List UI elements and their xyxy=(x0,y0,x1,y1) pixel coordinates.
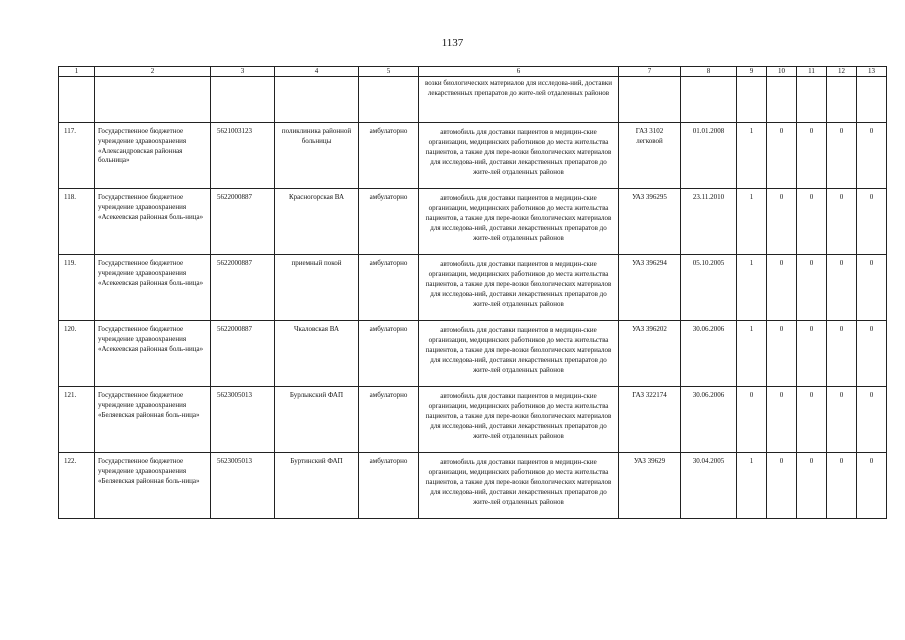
institution-cell: Государственное бюджетное учреждение здравоохранения «Асекеевская районная боль-ница» xyxy=(95,189,211,255)
column-header: 9 xyxy=(737,67,767,77)
row-number: 117. xyxy=(59,123,95,189)
value-cell-10: 0 xyxy=(767,123,797,189)
purpose-cell: автомобиль для доставки пациентов в медицин-ские организации, медицинских работников до места жительства пациентов, а также для пере-возки биологических материалов для исследова-ний, доставки лекарственных препаратов до жите-лей отдаленных районов xyxy=(419,255,619,321)
table-row xyxy=(59,321,887,387)
row-number: 119. xyxy=(59,255,95,321)
value-cell-13: 0 xyxy=(857,453,887,519)
value-cell-13: 0 xyxy=(857,387,887,453)
value-cell-10: 0 xyxy=(767,387,797,453)
column-header: 10 xyxy=(767,67,797,77)
code-cell: 5622000887 xyxy=(211,255,275,321)
vehicle-cell: УАЗ 396202 xyxy=(619,321,681,387)
purpose-cell: автомобиль для доставки пациентов в медицин-ские организации, медицинских работников до места жительства пациентов, а также для пере-возки биологических материалов для исследова-ний, доставки лекарственных препаратов до жите-лей отдаленных районов xyxy=(419,321,619,387)
date-cell: 30.06.2006 xyxy=(681,321,737,387)
value-cell-9: 1 xyxy=(737,453,767,519)
empty-cell xyxy=(737,77,767,123)
row-number: 118. xyxy=(59,189,95,255)
column-header: 13 xyxy=(857,67,887,77)
purpose-cell: возки биологических материалов для исследова-ний, доставки лекарственных препаратов до жите-лей отдаленных районов xyxy=(419,77,619,123)
row-number: 121. xyxy=(59,387,95,453)
care-type-cell: амбулаторно xyxy=(359,123,419,189)
column-header: 7 xyxy=(619,67,681,77)
value-cell-13: 0 xyxy=(857,255,887,321)
empty-cell xyxy=(681,77,737,123)
value-cell-12: 0 xyxy=(827,453,857,519)
table-row xyxy=(59,387,887,453)
division-cell: Чкаловская ВА xyxy=(275,321,359,387)
value-cell-9: 1 xyxy=(737,123,767,189)
page-number: 1137 xyxy=(441,37,464,49)
empty-cell xyxy=(95,77,211,123)
code-cell: 5621003123 xyxy=(211,123,275,189)
vehicle-table xyxy=(58,66,887,519)
value-cell-13: 0 xyxy=(857,123,887,189)
purpose-cell: автомобиль для доставки пациентов в медицин-ские организации, медицинских работников до места жительства пациентов, а также для пере-возки биологических материалов для исследова-ний, доставки лекарственных препаратов до жите-лей отдаленных районов xyxy=(419,189,619,255)
value-cell-12: 0 xyxy=(827,387,857,453)
column-header: 3 xyxy=(211,67,275,77)
division-cell: поликлиника районной больницы xyxy=(275,123,359,189)
empty-cell xyxy=(857,77,887,123)
value-cell-11: 0 xyxy=(797,189,827,255)
code-cell: 5623005013 xyxy=(211,453,275,519)
date-cell: 30.06.2006 xyxy=(681,387,737,453)
column-header: 12 xyxy=(827,67,857,77)
institution-cell: Государственное бюджетное учреждение здравоохранения «Александровская районная больница» xyxy=(95,123,211,189)
table-row xyxy=(59,453,887,519)
value-cell-9: 1 xyxy=(737,321,767,387)
value-cell-13: 0 xyxy=(857,189,887,255)
column-header: 1 xyxy=(59,67,95,77)
row-number: 122. xyxy=(59,453,95,519)
date-cell: 30.04.2005 xyxy=(681,453,737,519)
code-cell: 5622000887 xyxy=(211,321,275,387)
row-number: 120. xyxy=(59,321,95,387)
care-type-cell: амбулаторно xyxy=(359,255,419,321)
empty-cell xyxy=(59,77,95,123)
value-cell-12: 0 xyxy=(827,123,857,189)
value-cell-10: 0 xyxy=(767,453,797,519)
division-cell: Красногорская ВА xyxy=(275,189,359,255)
table-row xyxy=(59,189,887,255)
value-cell-12: 0 xyxy=(827,321,857,387)
purpose-cell: автомобиль для доставки пациентов в медицин-ские организации, медицинских работников до места жительства пациентов, а также для пере-возки биологических материалов для исследова-ний, доставки лекарственных препаратов до жите-лей отдаленных районов xyxy=(419,123,619,189)
empty-cell xyxy=(359,77,419,123)
continuation-row xyxy=(59,77,887,123)
value-cell-9: 0 xyxy=(737,387,767,453)
institution-cell: Государственное бюджетное учреждение здравоохранения «Асекеевская районная боль-ница» xyxy=(95,255,211,321)
purpose-cell: автомобиль для доставки пациентов в медицин-ские организации, медицинских работников до места жительства пациентов, а также для пере-возки биологических материалов для исследова-ний, доставки лекарственных препаратов до жите-лей отдаленных районов xyxy=(419,387,619,453)
value-cell-12: 0 xyxy=(827,189,857,255)
empty-cell xyxy=(797,77,827,123)
column-header: 11 xyxy=(797,67,827,77)
care-type-cell: амбулаторно xyxy=(359,387,419,453)
division-cell: Буртинский ФАП xyxy=(275,453,359,519)
column-number-row xyxy=(59,67,887,77)
institution-cell: Государственное бюджетное учреждение здравоохранения «Асекеевская районная боль-ница» xyxy=(95,321,211,387)
value-cell-11: 0 xyxy=(797,123,827,189)
division-cell: Бурлыкский ФАП xyxy=(275,387,359,453)
code-cell: 5622000887 xyxy=(211,189,275,255)
value-cell-10: 0 xyxy=(767,255,797,321)
empty-cell xyxy=(767,77,797,123)
empty-cell xyxy=(619,77,681,123)
table-row xyxy=(59,255,887,321)
empty-cell xyxy=(827,77,857,123)
care-type-cell: амбулаторно xyxy=(359,453,419,519)
code-cell: 5623005013 xyxy=(211,387,275,453)
date-cell: 23.11.2010 xyxy=(681,189,737,255)
value-cell-11: 0 xyxy=(797,387,827,453)
value-cell-13: 0 xyxy=(857,321,887,387)
value-cell-10: 0 xyxy=(767,189,797,255)
value-cell-11: 0 xyxy=(797,453,827,519)
date-cell: 05.10.2005 xyxy=(681,255,737,321)
value-cell-11: 0 xyxy=(797,321,827,387)
column-header: 5 xyxy=(359,67,419,77)
purpose-cell: автомобиль для доставки пациентов в медицин-ские организации, медицинских работников до места жительства пациентов, а также для пере-возки биологических материалов для исследова-ний, доставки лекарственных препаратов до жите-лей отдаленных районов xyxy=(419,453,619,519)
vehicle-cell: ГАЗ 322174 xyxy=(619,387,681,453)
care-type-cell: амбулаторно xyxy=(359,321,419,387)
value-cell-9: 1 xyxy=(737,189,767,255)
value-cell-12: 0 xyxy=(827,255,857,321)
vehicle-cell: УАЗ 396295 xyxy=(619,189,681,255)
value-cell-9: 1 xyxy=(737,255,767,321)
vehicle-cell: ГАЗ 3102 легковой xyxy=(619,123,681,189)
care-type-cell: амбулаторно xyxy=(359,189,419,255)
column-header: 2 xyxy=(95,67,211,77)
empty-cell xyxy=(275,77,359,123)
empty-cell xyxy=(211,77,275,123)
division-cell: приемный покой xyxy=(275,255,359,321)
vehicle-cell: УАЗ 396294 xyxy=(619,255,681,321)
column-header: 6 xyxy=(419,67,619,77)
column-header: 4 xyxy=(275,67,359,77)
vehicle-cell: УАЗ 39629 xyxy=(619,453,681,519)
date-cell: 01.01.2008 xyxy=(681,123,737,189)
value-cell-11: 0 xyxy=(797,255,827,321)
institution-cell: Государственное бюджетное учреждение здравоохранения «Беляевская районная боль-ница» xyxy=(95,387,211,453)
table-row xyxy=(59,123,887,189)
column-header: 8 xyxy=(681,67,737,77)
value-cell-10: 0 xyxy=(767,321,797,387)
institution-cell: Государственное бюджетное учреждение здравоохранения «Беляевская районная боль-ница» xyxy=(95,453,211,519)
